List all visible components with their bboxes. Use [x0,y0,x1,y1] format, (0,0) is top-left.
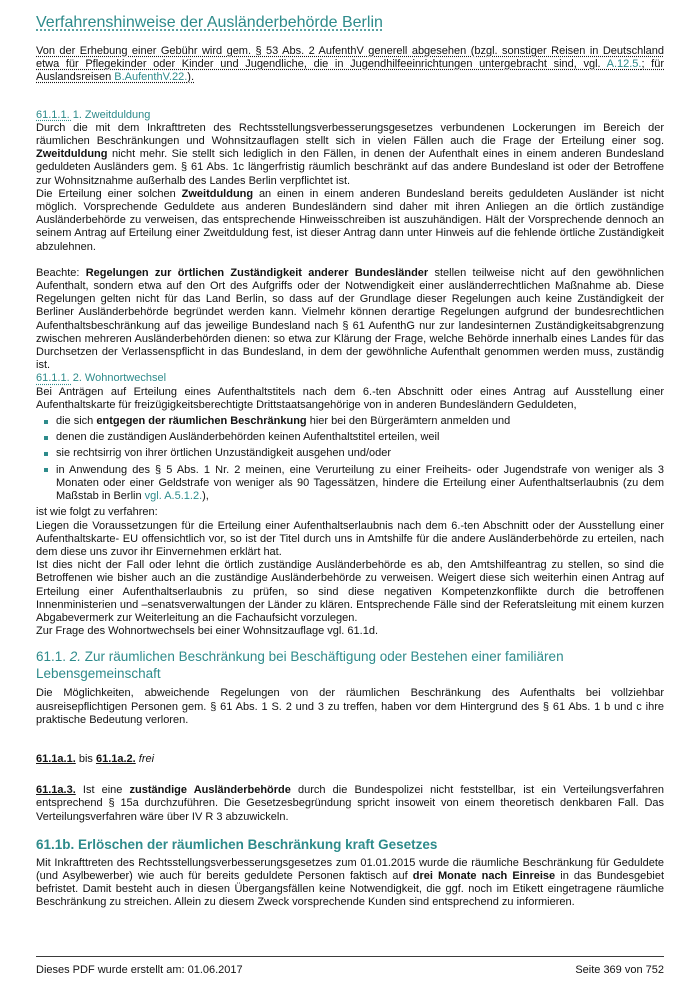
bullet-square-icon [44,436,48,440]
paragraph [36,753,664,766]
text-run: Liegen die Voraussetzungen für die Erteilung einer Aufenthaltserlaubnis nach dem 6.-ten Abschnitt oder der Ausstellung einer Aufenthaltskarte- EU offensichtlich vor, so ist der Titel durch uns in Amtshilfe für die andere Ausländerbehörde zu erteilen, nach dem diese uns zuvor ihr Einvernehmen erklärt hat. [36,519,664,558]
text-run: Von der Erhebung einer Gebühr wird gem. § 53 Abs. 2 AufenthV generell abgesehen (bzgl. sonstiger Reisen in Deutschland etwa für Pflegekinder oder Kinder und Jugendliche, die in Jugendhilfeeinrichtungen untergebracht sind, vgl. [36,45,664,71]
paragraph [36,188,664,254]
paragraph [36,506,664,519]
bullet-item [42,464,664,504]
chapter-heading [36,836,664,853]
bullet-square-icon [44,420,48,424]
text-run: Zur räumlichen Beschränkung bei Beschäftigung oder Bestehen einer familiären Lebensgemeinschaft [36,649,564,682]
text-run: Regelungen zur örtlichen Zuständigkeit anderer Bundesländer [85,266,429,279]
section-heading [36,648,664,682]
text-run: Durch die mit dem Inkrafttreten des Rechtsstellungsverbesserungsgesetzes verbundenen Lockerungen im Bereich der räumlichen Beschränkungen und Wohnsitzauflagen stellt sich in vielen Fällen auch die Frage der Erteilung einer sog. [36,121,664,148]
subsection-heading [36,372,664,385]
text-run: Beachte: [36,266,86,279]
spacer [36,727,664,753]
text-run: in Anwendung des § 5 Abs. 1 Nr. 2 meinen, eine Verurteilung zu einer Freiheits- oder Jugendstrafe von weniger als 3 Monaten oder einer Geldstrafe von weniger als 90 Tagessätzen, hindere die Erteilung einer Aufenthaltserlaubnis (zu dem Maßstab in Berlin [56,463,664,503]
text-run: Die Möglichkeiten, abweichende Regelungen von der räumlichen Beschränkung des Aufenthalts bei vollziehbar ausreisepflichtigen Personen gem. § 61 Abs. 1 S. 2 und 3 zu treffen, haben vor dem Hintergrund des § 61 Abs. 1 b und c ihre praktische Bedeutung verloren. [36,687,664,726]
text-run: sie rechtsirrig von ihrer örtlichen Unzuständigkeit ausgehen und/oder [56,447,392,460]
text-run: ). [187,71,195,84]
text-run: Zur Frage des Wohnortwechsels bei einer Wohnsitzauflage vgl. 61.1d. [36,625,378,638]
text-run: hier bei den Bürgerämtern anmelden und [306,415,511,428]
bullet-item [42,431,664,444]
paragraph [36,625,664,638]
paragraph [36,784,664,824]
spacer [36,254,664,267]
paragraph [36,45,664,85]
text-run: denen die zuständigen Ausländerbehörden keinen Aufenthaltstitel erteilen, weil [56,431,440,444]
text-run: Die Erteilung einer solchen [36,187,182,200]
document-body [36,45,664,910]
text-run: 61.1a.3. [36,784,76,797]
text-run: nicht mehr. Sie stellt sich lediglich in den Fällen, in denen der Aufenthalt eines in einem anderen Bundesland geduldeten Ausländers gem. § 61 Abs. 1c längerfristig räumlich beschränkt auf das andere Bundesland ist oder der Betroffene zur Wohnsitznahme außerhalb des Landes Berlin verpflichtet ist. [36,148,664,187]
paragraph [36,386,664,412]
text-run: Zweitduldung [36,148,108,161]
text-run: 2. [69,649,82,665]
bullet-list [42,415,664,503]
text-run: durch die Bundespolizei nicht feststellbar, ist ein Verteilungsverfahren entsprechend § 15a durchzuführen. Die Gesetzesbegründung spricht insoweit von einem theoretisch denkbaren Fall. Das Verteilungsverfahren wäre über IV R 3 abzuwickeln. [36,784,665,823]
paragraph [36,520,664,560]
bullet-square-icon [44,452,48,456]
text-run: die sich [56,415,97,428]
bullet-item [42,415,664,428]
page-title [36,13,664,33]
text-run: an einen in einem anderen Bundesland bereits geduldeten Ausländer ist nicht möglich. Vorsprechende Geduldete aus anderen Bundesländern sind daher mit ihren Anliegen an die örtlich zuständige Ausländerbehörde zu verweisen, das entsprechende Hinweisschreiben ist auszuhändigen. Hält der Vorsprechende dennoch an seinem Antrag auf Erteilung einer Zweitduldung fest, ist dieser Antrag dann unter Hinweis auf die fehlende örtliche Zuständigkeit abzulehnen. [36,187,664,253]
text-run: 61.1.1. [36,108,73,121]
text-run: 61.1a.1. [36,752,76,765]
text-run: stellen teilweise nicht auf den gewöhnlichen Aufenthalt, sondern etwa auf den Ort des Aufgriffs oder der Notwendigkeit einer ausländerrechtlichen Maßnahme ab. Diese Regelungen gelten nicht für das Land Berlin, so dass auf der Grundlage dieser Regelungen auch keine Zuständigkeit der Berliner Ausländerbehörde begründet werden kann. Vielmehr können derartige Regelungen aufgrund der bundesrechtlichen Aufenthaltsbeschränkung auf das jeweilige Bundesland nach § 61 AufenthG nur zur landesinternen Zuständigkeitsabgrenzung zwischen mehreren Ausländerbehörden dienen: so etwa zur Klärung der Frage, welche Behörde innerhalb eines Landes für das Durchsetzen der Verlassenspflicht in das Bundesland, in dem der gewöhnliche Aufenthalt genommen werden muss, zuständig ist. [36,266,664,372]
text-run: Bei Anträgen auf Erteilung eines Aufenthaltstitels nach dem 6.-ten Abschnitt oder eines Antrag auf Ausstellung einer Aufenthaltskarte für freizügigkeitsberechtigte Drittstaatsangehörige von in anderen Bundesländern Geduldeten, [36,385,664,411]
text-run: in das Bundesgebiet befristet. Damit besteht auch in diesen Übergangsfällen keine Notwendigkeit, die ggf. noch im Etikett eingetragene räumliche Beschränkung zu streichen. Allein zu diesem Zweck vorsprechende Kunden sind entsprechend zu informieren. [36,869,664,909]
spacer [36,766,664,784]
text-run: Mit Inkrafttreten des Rechtsstellungsverbesserungsgesetzes zum 01.01.2015 wurde die räumliche Beschränkung für Geduldete (und Asylbewerber) wie auch für bereits geduldete Personen faktisch auf [36,856,664,882]
text-run: frei [138,752,155,765]
bullet-square-icon [44,468,48,472]
text-run: 61.1.1. [36,372,73,385]
bullet-item [42,447,664,460]
text-run: 61.1b. Erlöschen der räumlichen Beschränkung kraft Gesetzes [36,836,438,852]
footer-created-date: Dieses PDF wurde erstellt am: 01.06.2017 [36,963,243,976]
text-run: ), [202,490,209,503]
page-footer [36,956,664,977]
page-title-text: Verfahrenshinweise der Ausländerbehörde Berlin [36,14,383,31]
paragraph [36,267,664,373]
reference-link[interactable]: A.12.5. [606,58,642,71]
reference-link[interactable]: vgl. A.5.1.2. [144,490,203,503]
text-run: drei Monate nach Einreise [412,869,556,882]
text-run: 61.1a.2. [95,752,136,765]
paragraph [36,559,664,625]
text-run: zuständige Ausländerbehörde [129,784,291,797]
spacer [36,85,664,109]
text-run: Ist eine [75,784,130,797]
text-run: 61.1. [36,649,70,665]
text-run: ist wie folgt zu verfahren: [36,506,158,519]
reference-link[interactable]: B.AufenthV.22. [114,71,188,84]
text-run: entgegen der räumlichen Beschränkung [96,415,307,428]
footer-page-number: Seite 369 von 752 [575,963,664,976]
text-run: 1. Zweitduldung [72,108,151,121]
text-run: ; für Auslandsreisen [36,58,664,84]
text-run: Zweitduldung [181,187,254,200]
text-run: bis [75,752,96,765]
text-run: Ist dies nicht der Fall oder lehnt die örtlich zuständige Ausländerbehörde es ab, den Amtshilfeantrag zu stellen, so sind die Betroffenen wie bisher auch an die zuständige Ausländerbehörde zu verweisen. Weigert diese sich weiterhin einen Antrag auf Erteilung einer Aufenthaltserlaubnis zu prüfen, so sind diese negativen Kompetenzkonflikte durch die betroffenen Innenministerien und –senatsverwaltungen der Länder zu klären. Entsprechende Fälle sind der Referatsleitung mit einem kurzen Abgabevermerk zur Weiterleitung an die Fachaufsicht vorzulegen. [36,559,664,624]
paragraph [36,122,664,188]
paragraph [36,687,664,727]
paragraph [36,857,664,910]
text-run: 2. Wohnortwechsel [72,372,167,385]
subsection-heading [36,109,664,122]
